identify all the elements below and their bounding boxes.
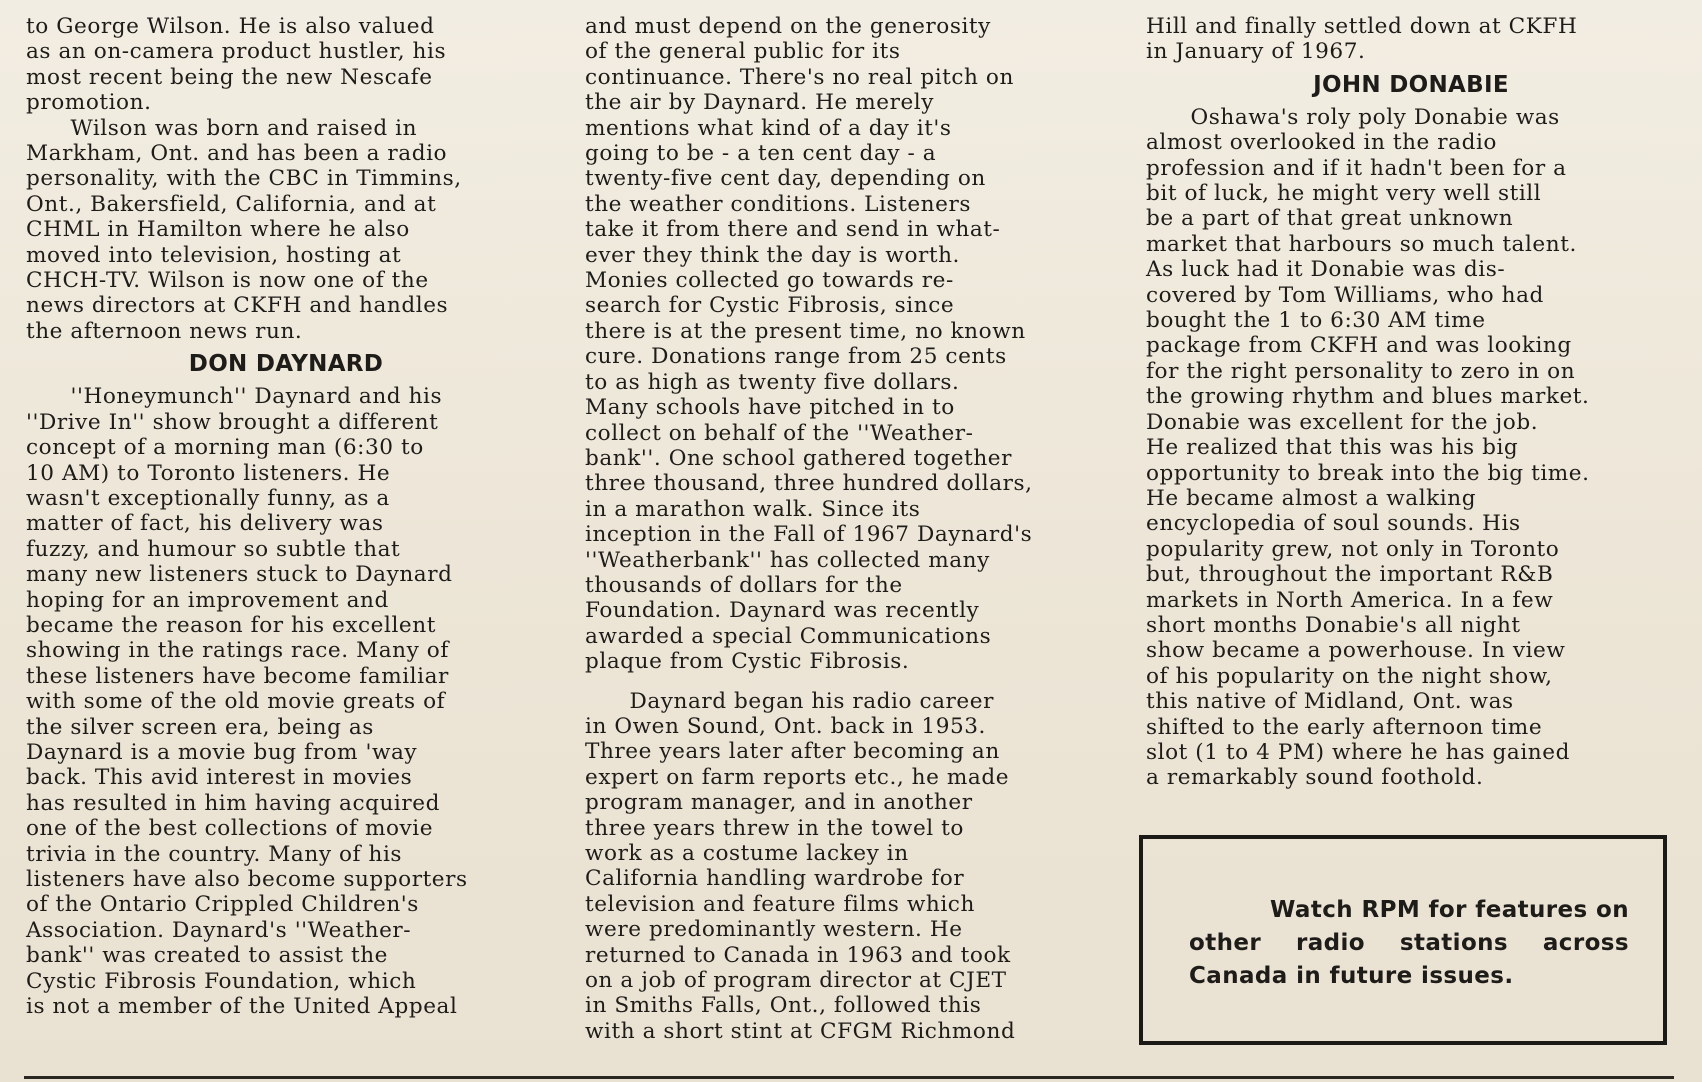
text-line: became the reason for his excellent	[26, 612, 436, 638]
text-line: a remarkably sound foothold.	[1146, 765, 1484, 791]
text-line: inception in the Fall of 1967 Daynard's	[585, 522, 1033, 548]
text-line: these listeners have become familiar	[26, 663, 449, 689]
text-line: Many schools have pitched in to	[585, 395, 955, 421]
text-line: Association. Daynard's ''Weather-	[26, 917, 412, 943]
text-line: Markham, Ont. and has been a radio	[26, 141, 448, 167]
text-line: trivia in the country. Many of his	[26, 841, 403, 867]
text-line: markets in North America. In a few	[1146, 587, 1554, 613]
text-line: on a job of program director at CJET	[585, 968, 1007, 994]
text-line: in January of 1967.	[1146, 39, 1366, 65]
text-line: almost overlooked in the radio	[1146, 130, 1497, 156]
text-line: as an on-camera product hustler, his	[26, 39, 447, 65]
promo-line-2	[1189, 927, 1629, 960]
text-line: shifted to the early afternoon time	[1146, 714, 1543, 740]
text-line: television and feature films which	[585, 891, 975, 917]
donabie-paragraph	[1146, 105, 1676, 791]
text-line: of his popularity on the night show,	[1146, 663, 1553, 689]
text-line: short months Donabie's all night	[1146, 612, 1521, 638]
text-line: is not a member of the United Appeal	[26, 994, 458, 1020]
text-line: to as high as twenty five dollars.	[585, 369, 960, 395]
text-line: news directors at CKFH and handles	[26, 293, 449, 319]
text-line: one of the best collections of movie	[26, 816, 434, 842]
text-line: bank''. One school gathered together	[585, 445, 1013, 471]
text-line: in Smiths Falls, Ont., followed this	[585, 993, 982, 1019]
section-heading-don-daynard: DON DAYNARD	[188, 351, 384, 378]
paragraph-gap	[585, 675, 1105, 689]
text-line: personality, with the CBC in Timmins,	[26, 166, 462, 192]
promo-word: stations	[1399, 930, 1509, 956]
daynard-paragraph	[26, 384, 546, 1019]
text-line: Monies collected go towards re-	[585, 268, 954, 294]
text-line: Cystic Fibrosis Foundation, which	[26, 968, 417, 994]
text-line: in Owen Sound, Ont. back in 1953.	[585, 713, 986, 739]
text-line: encyclopedia of soul sounds. His	[1146, 511, 1521, 537]
text-line: of the Ontario Crippled Children's	[26, 892, 419, 918]
text-line: Foundation. Daynard was recently	[585, 598, 980, 624]
promo-word: radio	[1295, 930, 1365, 956]
text-line: with some of the old movie greats of	[26, 689, 446, 715]
promo-text	[1189, 894, 1629, 993]
article-column-1	[26, 14, 546, 1019]
text-line: matter of fact, his delivery was	[26, 511, 384, 537]
text-line: He became almost a walking	[1146, 485, 1477, 511]
text-line: has resulted in him having acquired	[26, 790, 440, 816]
text-line: expert on farm reports etc., he made	[585, 764, 1010, 790]
text-line: listeners have also become supporters	[26, 867, 468, 892]
text-line: CHML in Hamilton where he also	[26, 217, 410, 243]
text-line: ever they think the day is worth.	[585, 242, 960, 268]
text-line: opportunity to break into the big time.	[1146, 460, 1590, 486]
daynard-career-paragraph	[585, 689, 1105, 1045]
weatherbank-paragraph	[585, 14, 1105, 675]
text-line: this native of Midland, Ont. was	[1146, 689, 1514, 715]
text-line: cure. Donations range from 25 cents	[585, 344, 1007, 370]
text-line: plaque from Cystic Fibrosis.	[585, 649, 910, 675]
text-line: bit of luck, he might very well still	[1146, 181, 1542, 207]
text-line: Three years later after becoming an	[585, 739, 1000, 765]
text-line: in a marathon walk. Since its	[585, 496, 921, 522]
text-line: market that harbours so much talent.	[1146, 231, 1577, 257]
text-line: ''Drive In'' show brought a different	[26, 409, 439, 435]
text-line: search for Cystic Fibrosis, since	[585, 293, 955, 319]
text-line: 10 AM) to Toronto listeners. He	[26, 460, 391, 486]
text-line: CHCH-TV. Wilson is now one of the	[26, 268, 429, 294]
text-line: collect on behalf of the ''Weather-	[585, 420, 974, 446]
text-line: to George Wilson. He is also valued	[26, 14, 435, 39]
text-line: thousands of dollars for the	[585, 572, 903, 598]
text-line: ''Weatherbank'' has collected many	[585, 547, 990, 573]
promo-box	[1139, 835, 1667, 1045]
text-line: were predominantly western. He	[585, 917, 963, 943]
text-line: take it from there and send in what-	[585, 217, 1001, 243]
section-heading-john-donabie: JOHN DONABIE	[1313, 71, 1509, 98]
text-line: Daynard is a movie bug from 'way	[26, 739, 418, 765]
text-line: of the general public for its	[585, 39, 901, 65]
text-line: going to be - a ten cent day - a	[585, 141, 937, 167]
promo-word: across	[1542, 930, 1629, 956]
text-line: returned to Canada in 1963 and took	[585, 942, 1011, 968]
text-line: awarded a special Communications	[585, 623, 992, 649]
text-line: bought the 1 to 6:30 AM time	[1146, 308, 1486, 334]
text-line: ''Honeymunch'' Daynard and his	[26, 384, 443, 410]
text-line: the afternoon news run.	[26, 318, 303, 344]
text-line: covered by Tom Williams, who had	[1146, 282, 1544, 308]
text-line: the air by Daynard. He merely	[585, 90, 935, 116]
promo-line-3: Canada in future issues.	[1189, 963, 1514, 989]
text-line: program manager, and in another	[585, 790, 973, 816]
promo-word: other	[1189, 930, 1262, 956]
text-line: Donabie was excellent for the job.	[1146, 409, 1539, 435]
text-line: promotion.	[26, 90, 152, 116]
cfgm-continuation	[1146, 14, 1676, 65]
text-line: moved into television, hosting at	[26, 242, 402, 268]
wilson-paragraphs	[26, 14, 546, 344]
text-line: but, throughout the important R&B	[1146, 562, 1554, 588]
text-line: mentions what kind of a day it's	[585, 115, 952, 141]
text-line: As luck had it Donabie was dis-	[1146, 257, 1506, 283]
text-line: back. This avid interest in movies	[26, 765, 413, 791]
text-line: hoping for an improvement and	[26, 587, 389, 613]
text-line: and must depend on the generosity	[585, 14, 991, 39]
text-line: Hill and finally settled down at CKFH	[1146, 14, 1578, 39]
text-line: popularity grew, not only in Toronto	[1146, 536, 1560, 562]
article-column-2	[585, 14, 1105, 1044]
bottom-rule	[24, 1076, 1674, 1079]
text-line: profession and if it hadn't been for a	[1146, 155, 1567, 181]
text-line: Oshawa's roly poly Donabie was	[1146, 104, 1560, 130]
text-line: fuzzy, and humour so subtle that	[26, 536, 401, 562]
text-line: the growing rhythm and blues market.	[1146, 384, 1590, 410]
text-line: Ont., Bakersfield, California, and at	[26, 191, 437, 217]
text-line: California handling wardrobe for	[585, 866, 965, 892]
text-line: for the right personality to zero in on	[1146, 358, 1576, 384]
text-line: work as a costume lackey in	[585, 841, 909, 866]
text-line: slot (1 to 4 PM) where he has gained	[1146, 739, 1570, 765]
text-line: twenty-five cent day, depending on	[585, 166, 986, 192]
text-line: Daynard began his radio career	[585, 688, 994, 714]
text-line: be a part of that great unknown	[1146, 206, 1514, 232]
text-line: the weather conditions. Listeners	[585, 191, 971, 217]
text-line: show became a powerhouse. In view	[1146, 638, 1566, 664]
promo-line-1: Watch RPM for features on	[1269, 897, 1629, 923]
text-line: bank'' was created to assist the	[26, 943, 389, 969]
text-line: Wilson was born and raised in	[26, 115, 418, 141]
text-line: the silver screen era, being as	[26, 714, 374, 740]
text-line: showing in the ratings race. Many of	[26, 638, 449, 664]
article-column-3	[1146, 14, 1676, 791]
text-line: most recent being the new Nescafe	[26, 64, 433, 90]
text-line: continuance. There's no real pitch on	[585, 64, 1014, 90]
text-line: many new listeners stuck to Daynard	[26, 562, 453, 588]
text-line: three years threw in the towel to	[585, 815, 964, 841]
text-line: with a short stint at CFGM Richmond	[585, 1018, 1016, 1044]
text-line: package from CKFH and was looking	[1146, 333, 1572, 359]
text-line: concept of a morning man (6:30 to	[26, 435, 424, 461]
text-line: three thousand, three hundred dollars,	[585, 471, 1033, 497]
text-line: there is at the present time, no known	[585, 318, 1026, 344]
text-line: He realized that this was his big	[1146, 435, 1519, 461]
text-line: wasn't exceptionally funny, as a	[26, 485, 390, 511]
